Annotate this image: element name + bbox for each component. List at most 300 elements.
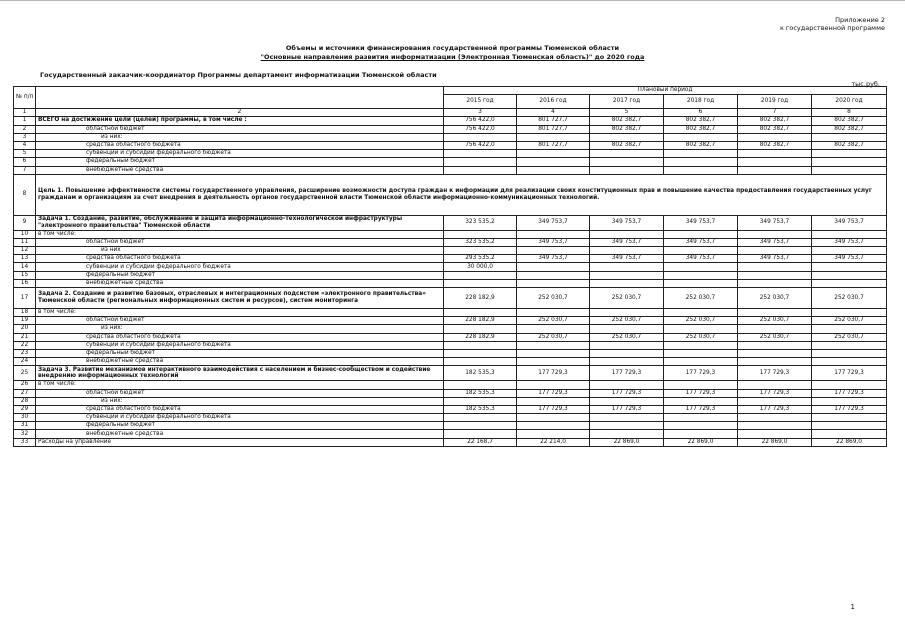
amount-cell [517, 263, 590, 271]
amount-cell: 252 030,7 [664, 317, 738, 325]
amount-cell: 349 753,7 [590, 255, 664, 263]
row-number: 10 [14, 230, 36, 238]
amount-cell [738, 166, 812, 174]
amount-cell: 349 753,7 [812, 238, 887, 246]
amount-cell [590, 358, 664, 366]
amount-cell [517, 158, 590, 166]
table-row [14, 263, 887, 271]
amount-cell: 177 729,3 [664, 405, 738, 413]
amount-cell: 177 729,3 [738, 366, 812, 381]
amount-cell [444, 381, 517, 389]
amount-cell: 802 382,7 [812, 141, 887, 149]
row-number: 7 [14, 166, 36, 174]
amount-cell: 252 030,7 [664, 288, 738, 309]
table-row [14, 325, 887, 333]
amount-cell [590, 230, 664, 238]
amount-cell: 177 729,3 [517, 389, 590, 397]
amount-cell [517, 133, 590, 141]
page-number: 1 [850, 603, 855, 611]
document-title: Объемы и источники финансирования государственной программы Тюменской области [285, 44, 620, 52]
table-row [14, 230, 887, 238]
amount-cell [664, 158, 738, 166]
amount-cell: 252 030,7 [738, 288, 812, 309]
row-label: из них [36, 247, 444, 255]
amount-cell: 349 753,7 [812, 255, 887, 263]
table-row [14, 215, 887, 230]
label-col-header [36, 87, 444, 109]
amount-cell [664, 150, 738, 158]
amount-cell: 349 753,7 [738, 255, 812, 263]
amount-cell [812, 150, 887, 158]
unit-label: тыс.руб. [851, 80, 880, 88]
table-row [14, 366, 887, 381]
amount-cell: 177 729,3 [590, 389, 664, 397]
table-row [14, 150, 887, 158]
amount-cell [738, 358, 812, 366]
amount-cell: 177 729,3 [738, 389, 812, 397]
amount-cell [738, 158, 812, 166]
amount-cell [517, 309, 590, 317]
table-row [14, 158, 887, 166]
amount-cell: 182 535,3 [444, 389, 517, 397]
row-number: 18 [14, 309, 36, 317]
appendix-note [780, 16, 885, 32]
row-label: внебюджетные средства [36, 358, 444, 366]
amount-cell [738, 381, 812, 389]
amount-cell [664, 247, 738, 255]
amount-cell: 802 382,7 [590, 117, 664, 125]
row-number: 14 [14, 263, 36, 271]
year-header: 2017 год [590, 95, 664, 109]
amount-cell [590, 422, 664, 430]
amount-cell [444, 309, 517, 317]
amount-cell: 293 535,2 [444, 255, 517, 263]
table-row [14, 349, 887, 357]
amount-cell: 349 753,7 [517, 238, 590, 246]
amount-cell: 349 753,7 [517, 215, 590, 230]
amount-cell [517, 150, 590, 158]
amount-cell: 22 869,0 [812, 438, 887, 446]
amount-cell [812, 279, 887, 287]
amount-cell [517, 422, 590, 430]
amount-cell: 182 535,3 [444, 405, 517, 413]
amount-cell: 22 869,0 [664, 438, 738, 446]
amount-cell [812, 309, 887, 317]
row-number: 9 [14, 215, 36, 230]
row-number: 6 [14, 158, 36, 166]
amount-cell [444, 341, 517, 349]
amount-cell [517, 279, 590, 287]
table-row [14, 430, 887, 438]
row-number: 2 [14, 125, 36, 133]
amount-cell: 252 030,7 [812, 317, 887, 325]
row-number: 5 [14, 150, 36, 158]
amount-cell: 802 382,7 [664, 125, 738, 133]
row-label: средства областного бюджета [36, 333, 444, 341]
year-header: 2018 год [664, 95, 738, 109]
appendix-line-1: Приложение 2 [835, 16, 885, 24]
row-label: областной бюджет [36, 125, 444, 133]
row-number: 32 [14, 430, 36, 438]
amount-cell: 252 030,7 [812, 288, 887, 309]
amount-cell [812, 133, 887, 141]
amount-cell [590, 158, 664, 166]
amount-cell: 252 030,7 [590, 317, 664, 325]
table-row [14, 271, 887, 279]
table-row [14, 255, 887, 263]
year-header: 2020 год [812, 95, 887, 109]
amount-cell: 349 753,7 [664, 238, 738, 246]
table-row [14, 309, 887, 317]
amount-cell [812, 397, 887, 405]
program-name: "Основные направления развития информатизации (Электронная Тюменская область)" до 2020 года [260, 53, 645, 61]
amount-cell [664, 133, 738, 141]
amount-cell [517, 247, 590, 255]
amount-cell [664, 309, 738, 317]
row-label: федеральный бюджет [36, 271, 444, 279]
amount-cell: 801 727,7 [517, 125, 590, 133]
amount-cell: 349 753,7 [664, 215, 738, 230]
amount-cell [664, 341, 738, 349]
row-label: Задача 2. Создание и развитие базовых, отраслевых и интеграционных подсистем «электронного правительства» Тюменской области (региональных информационных систем и ресурсов), систем мониторинга [36, 288, 444, 309]
amount-cell: 252 030,7 [590, 333, 664, 341]
row-number: 4 [14, 141, 36, 149]
amount-cell [738, 263, 812, 271]
amount-cell [444, 166, 517, 174]
row-label: из них: [36, 133, 444, 141]
amount-cell [517, 341, 590, 349]
amount-cell: 802 382,7 [664, 141, 738, 149]
year-header: 2019 год [738, 95, 812, 109]
amount-cell [590, 133, 664, 141]
amount-cell: 349 753,7 [664, 255, 738, 263]
amount-cell: 349 753,7 [517, 255, 590, 263]
row-number: 25 [14, 366, 36, 381]
row-number: 13 [14, 255, 36, 263]
table-row [14, 422, 887, 430]
amount-cell [444, 158, 517, 166]
amount-cell [444, 349, 517, 357]
amount-cell [738, 422, 812, 430]
amount-cell: 228 182,9 [444, 288, 517, 309]
amount-cell [444, 271, 517, 279]
amount-cell [444, 325, 517, 333]
amount-cell: 177 729,3 [590, 366, 664, 381]
amount-cell: 323 535,2 [444, 238, 517, 246]
row-label: в том числе: [36, 230, 444, 238]
amount-cell [444, 247, 517, 255]
row-number: 24 [14, 358, 36, 366]
row-label: федеральный бюджет [36, 158, 444, 166]
amount-cell [590, 341, 664, 349]
amount-cell [444, 279, 517, 287]
table-row [14, 358, 887, 366]
row-number: 11 [14, 238, 36, 246]
amount-cell: 177 729,3 [812, 405, 887, 413]
row-label: в том числе: [36, 381, 444, 389]
row-label: Задача 1. Создание, развитие, обслуживание и защита информационно-технологической инфраструктуры "электронного правительства" Тюменской области [36, 215, 444, 230]
amount-cell: 323 535,2 [444, 215, 517, 230]
amount-cell [590, 309, 664, 317]
amount-cell: 756 422,0 [444, 141, 517, 149]
amount-cell [812, 358, 887, 366]
row-number: 15 [14, 271, 36, 279]
amount-cell [738, 325, 812, 333]
row-label: из них: [36, 397, 444, 405]
amount-cell: 252 030,7 [517, 317, 590, 325]
row-number: 21 [14, 333, 36, 341]
row-label: средства областного бюджета [36, 141, 444, 149]
table-row [14, 414, 887, 422]
amount-cell: 252 030,7 [517, 333, 590, 341]
amount-cell [517, 166, 590, 174]
amount-cell [590, 349, 664, 357]
amount-cell [812, 422, 887, 430]
col-number: 3 [444, 109, 517, 117]
amount-cell [738, 430, 812, 438]
row-number: 30 [14, 414, 36, 422]
row-label: внебюджетные средства [36, 166, 444, 174]
amount-cell [812, 381, 887, 389]
amount-cell: 801 727,7 [517, 117, 590, 125]
amount-cell: 177 729,3 [738, 405, 812, 413]
amount-cell: 228 182,9 [444, 317, 517, 325]
table-row [14, 117, 887, 125]
amount-cell: 349 753,7 [590, 238, 664, 246]
amount-cell [517, 414, 590, 422]
amount-cell: 252 030,7 [590, 288, 664, 309]
amount-cell [664, 430, 738, 438]
amount-cell: 252 030,7 [517, 288, 590, 309]
amount-cell [664, 414, 738, 422]
amount-cell: 30 000,0 [444, 263, 517, 271]
amount-cell: 182 535,3 [444, 366, 517, 381]
amount-cell [738, 414, 812, 422]
table-row [14, 397, 887, 405]
state-customer: Государственный заказчик-координатор Программы департамент информатизации Тюменской области [40, 71, 437, 79]
row-number: 33 [14, 438, 36, 446]
amount-cell [738, 309, 812, 317]
amount-cell [590, 150, 664, 158]
amount-cell [664, 230, 738, 238]
table-row [14, 438, 887, 446]
amount-cell [812, 230, 887, 238]
amount-cell [444, 150, 517, 158]
table-row [14, 247, 887, 255]
row-label: внебюджетные средства [36, 430, 444, 438]
amount-cell [664, 422, 738, 430]
row-number: 12 [14, 247, 36, 255]
amount-cell [738, 150, 812, 158]
row-number: 27 [14, 389, 36, 397]
table-row [14, 341, 887, 349]
table-row [14, 238, 887, 246]
amount-cell: 801 727,7 [517, 141, 590, 149]
amount-cell [444, 230, 517, 238]
row-label: субвенции и субсидии федерального бюджета [36, 414, 444, 422]
amount-cell [517, 381, 590, 389]
amount-cell [444, 422, 517, 430]
amount-cell [590, 430, 664, 438]
row-number: 17 [14, 288, 36, 309]
amount-cell [664, 263, 738, 271]
amount-cell [590, 381, 664, 389]
amount-cell [517, 397, 590, 405]
row-number: 16 [14, 279, 36, 287]
amount-cell: 252 030,7 [812, 333, 887, 341]
col-number: 2 [36, 109, 444, 117]
amount-cell: 22 168,7 [444, 438, 517, 446]
table-row [14, 381, 887, 389]
amount-cell: 802 382,7 [738, 141, 812, 149]
row-label: федеральный бюджет [36, 349, 444, 357]
amount-cell [664, 166, 738, 174]
row-number: 29 [14, 405, 36, 413]
amount-cell: 349 753,7 [812, 215, 887, 230]
amount-cell [738, 133, 812, 141]
amount-cell [664, 325, 738, 333]
col-number: 1 [14, 109, 36, 117]
amount-cell: 802 382,7 [590, 141, 664, 149]
amount-cell: 22 869,0 [590, 438, 664, 446]
row-label: средства областного бюджета [36, 405, 444, 413]
amount-cell: 802 382,7 [812, 117, 887, 125]
row-label: областной бюджет [36, 238, 444, 246]
header-row-period [14, 87, 887, 95]
amount-cell: 177 729,3 [812, 389, 887, 397]
row-label: внебюджетные средства [36, 279, 444, 287]
period-header: Плановый период [444, 87, 887, 95]
row-label: средства областного бюджета [36, 255, 444, 263]
amount-cell: 802 382,7 [590, 125, 664, 133]
amount-cell: 177 729,3 [812, 366, 887, 381]
amount-cell [738, 341, 812, 349]
row-label: областной бюджет [36, 317, 444, 325]
amount-cell [444, 133, 517, 141]
amount-cell: 756 422,0 [444, 117, 517, 125]
row-number: 20 [14, 325, 36, 333]
amount-cell [738, 349, 812, 357]
num-col-header: № п/п [14, 87, 36, 109]
amount-cell [664, 381, 738, 389]
row-label: субвенции и субсидии федерального бюджета [36, 150, 444, 158]
amount-cell [812, 166, 887, 174]
amount-cell [664, 279, 738, 287]
amount-cell [517, 358, 590, 366]
row-number: 28 [14, 397, 36, 405]
amount-cell: 349 753,7 [738, 215, 812, 230]
row-label: Цель 1. Повышение эффективности системы государственного управления, расширение возможности доступа граждан к информации для реализации своих конституционных прав и повышение качества предоставления государственных услуг гражданам и организациям за счет внедрения в деятельность органов государственной власти Тюменской области информационно-коммуникационных технологий. [36, 174, 887, 215]
amount-cell [517, 230, 590, 238]
table-row [14, 389, 887, 397]
amount-cell [812, 158, 887, 166]
amount-cell: 177 729,3 [664, 366, 738, 381]
col-number: 6 [664, 109, 738, 117]
table-row [14, 333, 887, 341]
table-row [14, 141, 887, 149]
amount-cell [590, 271, 664, 279]
col-number: 4 [517, 109, 590, 117]
amount-cell [812, 325, 887, 333]
table-row [14, 125, 887, 133]
row-label: субвенции и субсидии федерального бюджета [36, 263, 444, 271]
amount-cell [590, 166, 664, 174]
row-label: ВСЕГО на достижение цели (целей) программы, в том числе : [36, 117, 444, 125]
amount-cell [590, 263, 664, 271]
amount-cell: 802 382,7 [812, 125, 887, 133]
amount-cell [590, 247, 664, 255]
row-number: 22 [14, 341, 36, 349]
amount-cell [738, 230, 812, 238]
row-number: 1 [14, 117, 36, 125]
row-number: 26 [14, 381, 36, 389]
amount-cell: 252 030,7 [664, 333, 738, 341]
amount-cell [738, 271, 812, 279]
amount-cell [738, 397, 812, 405]
row-number: 23 [14, 349, 36, 357]
amount-cell: 252 030,7 [738, 317, 812, 325]
amount-cell: 802 382,7 [664, 117, 738, 125]
amount-cell [590, 279, 664, 287]
amount-cell: 177 729,3 [664, 389, 738, 397]
amount-cell [664, 271, 738, 279]
amount-cell [812, 271, 887, 279]
financing-table [13, 86, 887, 447]
table-row [14, 405, 887, 413]
amount-cell [517, 430, 590, 438]
amount-cell: 22 869,0 [738, 438, 812, 446]
row-label: Расходы на управление [36, 438, 444, 446]
amount-cell: 349 753,7 [590, 215, 664, 230]
year-header: 2016 год [517, 95, 590, 109]
row-number: 3 [14, 133, 36, 141]
amount-cell [812, 341, 887, 349]
amount-cell: 22 214,0 [517, 438, 590, 446]
row-label: субвенции и субсидии федерального бюджета [36, 341, 444, 349]
amount-cell [517, 271, 590, 279]
row-label: областной бюджет [36, 389, 444, 397]
amount-cell [812, 263, 887, 271]
appendix-line-2: к государственной программе [779, 24, 885, 32]
table-row [14, 166, 887, 174]
amount-cell: 802 382,7 [738, 117, 812, 125]
row-label: федеральный бюджет [36, 422, 444, 430]
column-number-row [14, 109, 887, 117]
col-number: 5 [590, 109, 664, 117]
row-label: из них: [36, 325, 444, 333]
row-number: 19 [14, 317, 36, 325]
amount-cell: 802 382,7 [738, 125, 812, 133]
table-row [14, 288, 887, 309]
amount-cell [517, 325, 590, 333]
amount-cell: 252 030,7 [738, 333, 812, 341]
amount-cell [590, 397, 664, 405]
amount-cell [444, 430, 517, 438]
amount-cell [738, 247, 812, 255]
row-number: 31 [14, 422, 36, 430]
row-label: Задача 3. Развитие механизмов интерактивного взаимодействия с населением и бизнес-сообществом и содействие внедрению информационных технологий [36, 366, 444, 381]
table-row [14, 174, 887, 215]
amount-cell [590, 325, 664, 333]
amount-cell [664, 397, 738, 405]
amount-cell: 349 753,7 [738, 238, 812, 246]
col-number: 8 [812, 109, 887, 117]
amount-cell [664, 349, 738, 357]
amount-cell [517, 349, 590, 357]
col-number: 7 [738, 109, 812, 117]
table-row [14, 279, 887, 287]
amount-cell [590, 414, 664, 422]
